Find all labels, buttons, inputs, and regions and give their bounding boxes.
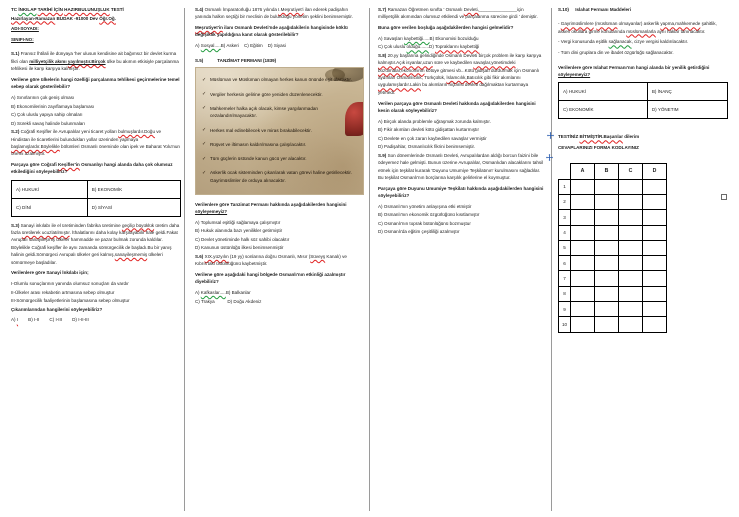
question-6-options-ab[interactable]: A) Kafkaslar.....B) Balkanlar — [194, 290, 251, 296]
question-1-option-b[interactable]: B) Ekonomilerinin zayıflamaya başlaması — [11, 103, 95, 109]
answer-grid — [558, 163, 667, 332]
question-9-option-a[interactable]: A) Osmanlı'nın yönetim anlayışına etki etmiştir — [377, 203, 472, 209]
answer-cell[interactable] — [643, 210, 667, 225]
question-8-option-d[interactable]: D) Padişahlar, Osmanlıcılık fikrini benimsemiştir. — [377, 144, 476, 150]
field-sinifi-no: SINIFI-NO: — [11, 37, 34, 43]
question-10-item-2: - Vergi konusunda eşitlik sağlanacak, cizye vergisi kaldırılacaktır. — [558, 39, 689, 45]
question-9-prompt: Parçaya göre Duyunu Umumiye Teşkilatı hakkında aşağıdakilerden hangisini söyleyebiliriz? — [377, 185, 544, 198]
answer-cell[interactable] — [595, 225, 619, 240]
table-row — [559, 101, 728, 119]
prepared-by: Hazırlayan-Ramazan BUDAK -91000 Dev Öğr.Oğ. — [11, 15, 116, 21]
tanzimat-item-text: Rüşvet ve iltimasın kaldırılmasına çalışılacaktır. — [209, 141, 307, 147]
question-3-options[interactable]: A) I B) I-II C) I-III D) I-II-III — [11, 317, 89, 323]
answer-cell[interactable] — [595, 256, 619, 271]
footer-line-2: CEVAPLARINIZI FORMA KODLAYINIZ — [558, 145, 639, 151]
question-8-option-b[interactable]: B) Fikir akımları devleti kötü gidişattan kurtarmıştır — [377, 127, 480, 133]
question-10-option-d[interactable]: D) YÖNETIM — [647, 101, 727, 119]
answer-cell[interactable] — [595, 179, 619, 194]
answer-cell[interactable] — [619, 256, 643, 271]
answer-grid-row — [559, 271, 667, 286]
question-1-option-d[interactable]: D) Sürekli savaş halinde bulunmaları — [11, 120, 86, 126]
question-10-option-a[interactable]: A) HUKUKİ — [559, 83, 648, 101]
answer-cell[interactable] — [571, 225, 595, 240]
question-1-prompt: Verilene göre ülkelerin hangi özelliği parçalanma tehlikesi geçirmelerine temel sebep olarak gösterilebilir? — [11, 76, 180, 90]
question-6-prompt: Verilene göre aşağıdaki hangi bölgede Osmanlı'nın etkinliği azalmıştır diyebiliriz? — [194, 272, 346, 285]
tanzimat-item — [202, 76, 356, 84]
answer-grid-row-num: 6 — [559, 256, 571, 271]
answer-grid-row — [559, 225, 667, 240]
answer-grid-row-num: 4 — [559, 225, 571, 240]
question-4-body: S.4) Osmanlı İmparatorluğu 1876 yılında I.Meşrutiyet'i ilan ederek padişahın yanında halkın seçtiği bir meclisin de bulunduğu yönetim şeklini benimsemiştir. — [194, 7, 353, 20]
answer-cell[interactable] — [595, 195, 619, 210]
answer-cell[interactable] — [595, 271, 619, 286]
exam-title: TC İNKILAP TARİHİ İÇİN HAZIRBULUNUŞLUK TESTİ — [11, 7, 124, 12]
question-7-body: S.7) Ramazan Öğretmen sınıfta ' Osmanlı Devleti,_______________için milliyetçilik akımından olumsuz etkilendi ve parçalanma sürecine girdi ' demiştir. — [377, 7, 538, 20]
question-2-option-c[interactable]: C) DİNİ — [12, 198, 88, 216]
answer-grid-row-num: 2 — [559, 195, 571, 210]
answer-grid-row-num: 3 — [559, 210, 571, 225]
column-1 — [4, 6, 188, 513]
question-4-options[interactable]: A) Sosyal.....B) Askeri C) Eğitim D) Siyasi — [194, 43, 286, 49]
answer-cell[interactable] — [619, 179, 643, 194]
question-8-prompt: Verilen parçaya göre Osmanlı Devleti hakkında aşağıdakilerden hangisini kesin olarak söyleyebiliriz? — [377, 100, 536, 113]
answer-cell[interactable] — [571, 240, 595, 255]
question-1-body: S.1) Fransız İhtilali ile dünyaya 'her ulusun kendisine ait bağımsız bir devlet kurma fikri olan milliyetçilik akımı yayılmıştır.Birçok ülke bu akımın etkisiyle parçalanma tehlikesi ile karşı karşıya kalmıştır. — [11, 51, 179, 72]
answer-grid-row — [559, 179, 667, 194]
answer-cell[interactable] — [643, 240, 667, 255]
question-5-label: S.5) TANZİMAT FERMANI (1839) — [194, 57, 277, 63]
answer-cell[interactable] — [619, 195, 643, 210]
check-mark-icon: ✓ — [201, 141, 207, 148]
tanzimat-fermani-image — [195, 67, 364, 194]
answer-grid-row-num: 9 — [559, 302, 571, 317]
table-row — [12, 198, 181, 216]
answer-grid-col-b: B — [595, 164, 619, 179]
check-mark-icon: ✓ — [201, 91, 207, 98]
question-3-prompt-2: Çıkarımlarından hangilerini söyleyebiliriz? — [11, 306, 103, 312]
question-5-option-d[interactable]: D) Kanunun üstünlüğü ilkesi benimsenmiştir — [194, 245, 284, 251]
answer-grid-row-num: 10 — [559, 317, 571, 332]
tanzimat-item-text: Mahkemeler halka açık olacak, kimse yargılanmadan cezalandırılmayacaktır. — [209, 105, 318, 119]
question-9-body: S.9) Son dönemlerinde Osmanlı Devleti, Avrupalılardan aldığı borcun faizini bile ödeyemez hale gelmişti. Bunun üzerine Avrupalılar, Osmanlıdan alacaklarını tahsil etmek için teşkilat kurarak 'Duyunu Umumiye Teşkilatının' kurulmasını sağladılar. Bu teşkilat Osmanlı'nın borçlarına karşılık gelirlerine el koymuştur. — [377, 152, 544, 180]
question-4-prompt: Meşrutiyet'in ilanı Osmanlı Devleti'nde aşağıdakilerin hangisinde köklü değişiklik yapıldığına kanıt olarak gösterilebilir? — [194, 25, 348, 38]
answer-grid-row — [559, 256, 667, 271]
answer-cell[interactable] — [571, 179, 595, 194]
check-mark-icon: ✓ — [201, 105, 207, 112]
answer-cell[interactable] — [619, 286, 643, 301]
answer-grid-row — [559, 286, 667, 301]
answer-cell[interactable] — [619, 317, 643, 332]
answer-grid-header-row — [559, 164, 667, 179]
question-3-body: S.3) Sanayi inkılabı ile el üretiminden fabrika üretimine geçilip büyüklük üretim daha fazla üretilerek ucuzlatılmıştır. İthalatlarını daha kolay karşılayabilir hale geldi.Fakat Avrupalı sanayileşmiş ülkeler hammadde ve pazar bulmak zorunda kaldılar. Böylelikle Coğrafi keşifler ile aynı zamanda sömürgecilik de başladı.Bu bir yanış halinin geldi.Sömürgeci Avrupalı ülkeler geri kalmış,sanayileşmemiş ülkeleri sömürmeye başladılar. — [11, 222, 180, 265]
tanzimat-item-text: Herkes mal edinebilecek ve miras bırakabilecektir. — [209, 127, 312, 133]
question-6-options-cd[interactable]: C) Trakya D) Doğu Akdeniz — [194, 298, 262, 304]
tanzimat-item — [202, 127, 356, 135]
move-handle-icon[interactable] — [547, 132, 554, 139]
question-5-option-a[interactable]: A) Toplumsal eşitliği sağlamaya çalışmıştır — [194, 219, 281, 225]
answer-grid-row-num: 5 — [559, 240, 571, 255]
question-2-option-d[interactable]: D) SİYASİ — [87, 198, 180, 216]
question-10-option-b[interactable]: B) İNANÇ — [647, 83, 727, 101]
tanzimat-item — [202, 169, 356, 184]
answer-cell[interactable] — [619, 240, 643, 255]
question-8-option-c[interactable]: C) Devlete en çok zararı kaybedilen savaşlar vermiştir — [377, 135, 487, 141]
table-row — [12, 180, 181, 198]
question-5-prompt: Verilenlere göre Tanzimat Fermanı hakkında aşağıdakilerden hangisini söyleyemeyiz? — [194, 201, 347, 215]
tanzimat-item-text: Vergiler herkesin gelirine göre yeniden düzenlenecektir. — [209, 91, 323, 97]
question-6-body: S.6) XIX.yüzyılın (19 yy) sonlarına doğru Osmanlı, Mısır (Süveyş Kanalı) ve Kıbrıs'taki üstünlüğünü kaybetmiştir. — [194, 253, 347, 267]
answer-cell[interactable] — [619, 225, 643, 240]
question-7-options-ab[interactable]: A) Savaşları kaybettiği.....B) Ekonomisi bozulduğu — [377, 35, 479, 41]
answer-cell[interactable] — [619, 302, 643, 317]
answer-cell[interactable] — [595, 210, 619, 225]
field-adi-soyadi: ADI-SOYADI: — [11, 26, 39, 32]
tanzimat-item — [202, 141, 356, 149]
question-9-option-b[interactable]: B) Osmanlı'nın ekonomik özgürlüğünü kısıtlamıştır — [377, 212, 480, 218]
answer-cell[interactable] — [595, 286, 619, 301]
answer-cell[interactable] — [571, 271, 595, 286]
question-9-option-c[interactable]: C) Osmanlı'nın toprak bütünlüğünü bozmuştur — [377, 220, 471, 226]
answer-cell[interactable] — [643, 179, 667, 194]
answer-cell[interactable] — [619, 210, 643, 225]
answer-cell[interactable] — [643, 225, 667, 240]
check-mark-icon: ✓ — [201, 169, 207, 176]
answer-cell[interactable] — [643, 256, 667, 271]
answer-grid-row — [559, 210, 667, 225]
footer-line-1: TESTİNİZ BİTMİŞTİR.Başarılar dilerim — [558, 134, 640, 140]
question-3-statement-1: I-Olumlu sonuçlarının yanında olumsuz sonuçları da vardır — [11, 281, 129, 287]
answer-cell[interactable] — [571, 195, 595, 210]
column-3 — [371, 6, 551, 513]
answer-grid-col-d: D — [643, 164, 667, 179]
question-10-options-table — [558, 82, 728, 119]
question-10-item-1: - Gayrimüslimlere (müslüman olmayanlar) askerlik yapma,mahkemede şahitlik, askeri okullara girme konularında müslümanlarla aynı haklar tanınacaktır. — [558, 21, 717, 34]
question-8-option-a[interactable]: A) Birçok alanda problemle uğraşmak zorunda kalmıştır. — [377, 118, 491, 124]
answer-cell[interactable] — [643, 195, 667, 210]
answer-cell[interactable] — [595, 302, 619, 317]
column-4 — [551, 6, 735, 513]
question-1-option-c[interactable]: C) Çok uluslu yapıya sahip olmaları — [11, 112, 83, 118]
question-7-options-cd[interactable]: C) Çok uluslu olduğu.......D) Topraklarını kaybettiği — [377, 44, 480, 50]
answer-grid-corner — [559, 164, 571, 179]
question-2-prompt: Parçaya göre Coğrafi Keşifler'in Osmanlıyı hangi alanda daha çok olumsuz etkilediğini söyleyebiliriz? — [11, 162, 173, 175]
check-mark-icon: ✓ — [201, 155, 207, 162]
question-2-body: S.2) Coğrafi Keşifler ile Avrupalılar yeni ticaret yolları bulmuşlardır.Doğu ve Hindistan ile ticaretlerini bulundukları yollar üzerinden yapmaya başlamışlardır.Böylelikle bölümleri Osmanlı öneminde olan ipek ve Baharat Yolu'nun önemi azalmıştır. — [11, 129, 180, 157]
answer-cell[interactable] — [571, 286, 595, 301]
question-3-prompt: Verilenlere göre Sanayi İnkılabı için; — [11, 270, 89, 276]
check-mark-icon: ✓ — [201, 76, 207, 83]
question-3-statement-3: III-Sömürgecilik faaliyetlerinin başlamasına sebep olmuştur — [11, 298, 130, 304]
answer-grid-row — [559, 302, 667, 317]
column-2 — [188, 6, 371, 513]
selection-handle-icon[interactable] — [721, 194, 727, 200]
question-9-option-d[interactable]: D) Osmanlı'da eğitim çeşitliliği azalmıştır — [377, 229, 460, 235]
answer-cell[interactable] — [643, 286, 667, 301]
check-mark-icon: ✓ — [201, 127, 207, 134]
answer-cell[interactable] — [571, 317, 595, 332]
answer-grid-col-a: A — [571, 164, 595, 179]
question-10-label: S.10) Islahat Fermanı Maddeleri — [558, 7, 632, 12]
question-7-prompt: Buna göre verilen boşluğa aşağıdakilerden hangisi gelmelidir? — [377, 25, 514, 31]
tanzimat-item-text: Tüm güçlerin üstünde kanun gücü yer alacaktır. — [209, 156, 307, 162]
question-10-item-3: - Tüm dini gruplara din ve ibadet özgürlüğü sağlanacaktır. — [558, 50, 674, 56]
tanzimat-item-text: Askerlik ocak sisteminden çıkarılarak vatan görevi haline getirilecektir. Gayrimüslimler de orduya alınacaktır. — [209, 170, 352, 183]
tanzimat-item — [202, 155, 356, 163]
answer-cell[interactable] — [595, 240, 619, 255]
answer-cell[interactable] — [571, 256, 595, 271]
answer-grid-row — [559, 195, 667, 210]
answer-grid-row-num: 8 — [559, 286, 571, 301]
answer-grid-col-c: C — [619, 164, 643, 179]
answer-grid-row-num: 1 — [559, 179, 571, 194]
question-10-option-c[interactable]: C) EKONOMİK — [559, 101, 648, 119]
table-row — [559, 83, 728, 101]
answer-cell[interactable] — [595, 317, 619, 332]
question-8-body: S.8) 20.yy başlarına gelindiğinde Osmanlı Devleti birçok problem ile karşı karşıya kalmıştır.Açık isyanlar,uzun süre ve kaybedilen savaşlar,yönetimdeki bozulmalar,ekonominin kötüye gitmesi vb...Kötü gidişatı durdurmak için Osmanlı aydınları Osmanlıcılık, Türkçülük, İslamcılık,Batıcılık gibi fikir akımlarını uygulamışlardır.Lakin bu akımların hiçbirisi devleti dağılmaktan kurtarmaya yetmedi. — [377, 52, 542, 95]
answer-cell[interactable] — [571, 302, 595, 317]
answer-cell[interactable] — [643, 317, 667, 332]
tanzimat-item-text: Müslüman ve Müslüman olmayan herkes kanun önünde eşit olacaktır. — [209, 77, 352, 83]
answer-cell[interactable] — [643, 302, 667, 317]
tanzimat-item — [202, 91, 356, 99]
question-2-option-b[interactable]: B) EKONOMİK — [87, 180, 180, 198]
question-10-prompt: Verilenlere göre Islahat Fermanı'nın hangi alanda bir yenilik getirdiğini söyleyemeyiz? — [558, 64, 710, 77]
tanzimat-item — [202, 105, 356, 120]
question-1-option-a[interactable]: A) Sınırlarının çok geniş olması — [11, 94, 75, 100]
question-3-statement-2: II-Ülkeler arası rekabetin artmasına sebep olmuştur — [11, 289, 115, 295]
question-2-options-table — [11, 180, 181, 217]
answer-grid-row — [559, 240, 667, 255]
answer-grid-row — [559, 317, 667, 332]
answer-cell[interactable] — [619, 271, 643, 286]
question-5-option-c[interactable]: C) Devlet yönetiminde halk söz sahibi olacaktır — [194, 236, 290, 242]
answer-grid-row-num: 7 — [559, 271, 571, 286]
answer-cell[interactable] — [571, 210, 595, 225]
question-5-option-b[interactable]: B) Hukuk alanında bazı yenilikler getirmiştir — [194, 228, 283, 234]
answer-cell[interactable] — [643, 271, 667, 286]
question-2-option-a[interactable]: A) HUKUKİ — [12, 180, 88, 198]
